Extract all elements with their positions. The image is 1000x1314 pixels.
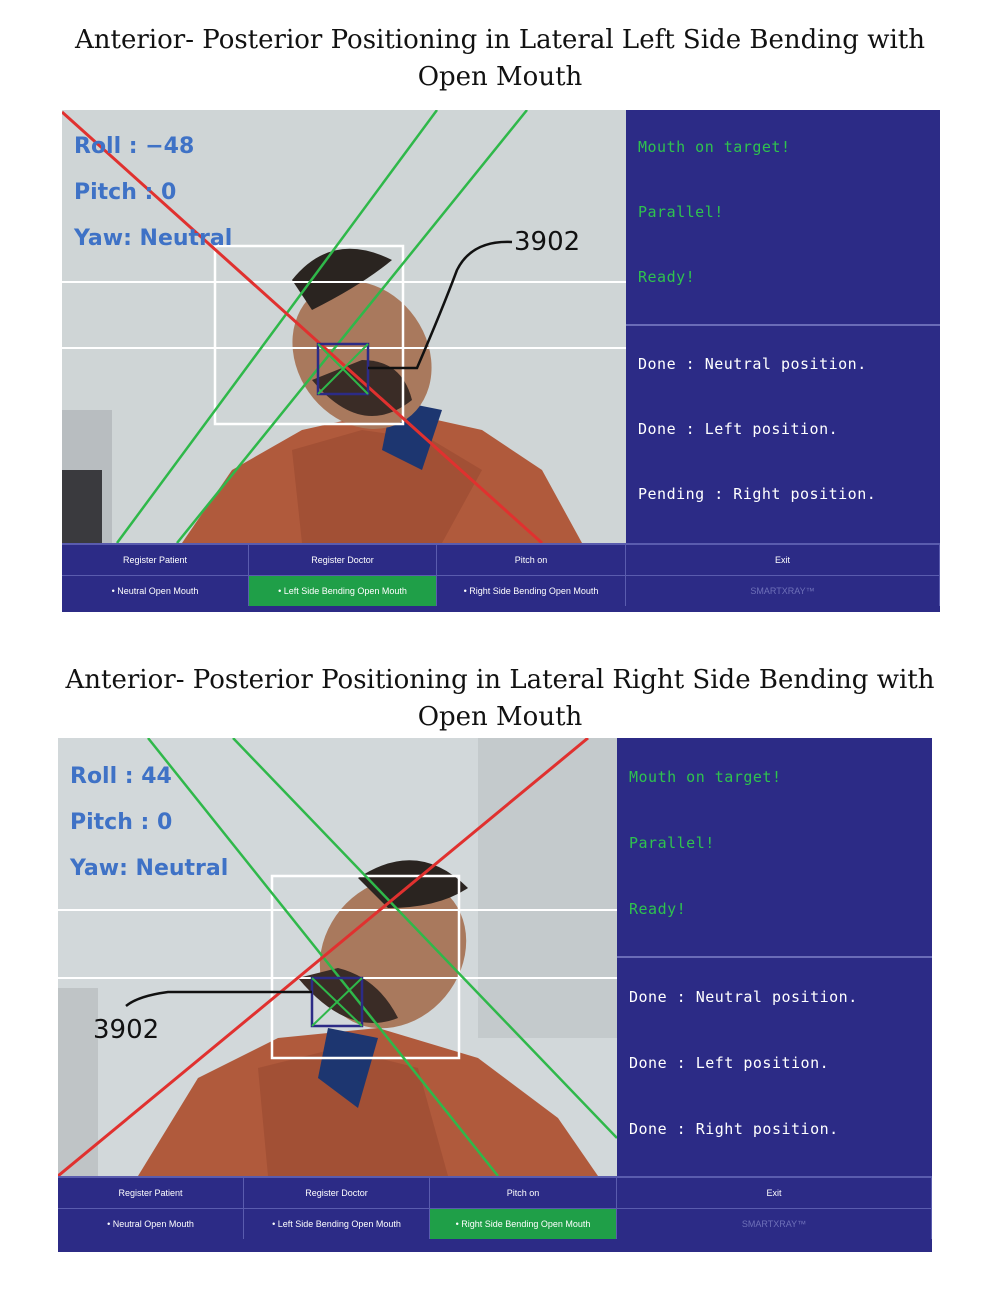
position-right-status: Done : Right position.: [629, 1120, 839, 1138]
caption-line: Open Mouth: [417, 702, 583, 732]
exit-button[interactable]: Exit: [617, 1178, 932, 1208]
register-patient-button[interactable]: Register Patient: [62, 545, 249, 575]
status-parallel: Parallel!: [629, 834, 715, 852]
roll-readout: Roll : −48: [74, 134, 195, 159]
register-doctor-button[interactable]: Register Doctor: [244, 1178, 430, 1208]
annotation-label: 3902: [93, 1015, 160, 1045]
position-left-status: Done : Left position.: [638, 420, 839, 438]
smartxray-brand-label: SMARTXRAY™: [626, 576, 940, 606]
status-mouth-on-target: Mouth on target!: [629, 768, 782, 786]
yaw-readout: Yaw: Neutral: [70, 856, 229, 881]
status-mouth-on-target: Mouth on target!: [638, 138, 791, 156]
button-bar: [58, 1176, 932, 1252]
roll-readout: Roll : 44: [70, 764, 172, 789]
camera-feed: [62, 110, 626, 543]
sidebar-divider: [617, 956, 932, 958]
position-neutral-status: Done : Neutral position.: [629, 988, 858, 1006]
neutral-open-mouth-button[interactable]: • Neutral Open Mouth: [58, 1209, 244, 1239]
left-side-bending-open-mouth-button[interactable]: • Left Side Bending Open Mouth: [249, 576, 437, 606]
pitch-readout: Pitch : 0: [70, 810, 173, 835]
camera-overlay: [58, 738, 617, 1176]
position-left-status: Done : Left position.: [629, 1054, 830, 1072]
register-doctor-button[interactable]: Register Doctor: [249, 545, 437, 575]
caption-line: Anterior- Posterior Positioning in Lateral Right Side Bending with: [65, 665, 935, 695]
right-side-bending-open-mouth-button[interactable]: • Right Side Bending Open Mouth: [430, 1209, 617, 1239]
status-ready: Ready!: [629, 900, 687, 918]
camera-feed: [58, 738, 617, 1176]
position-right-status: Pending : Right position.: [638, 485, 877, 503]
caption-line: Open Mouth: [417, 62, 583, 92]
status-sidebar: [626, 110, 940, 543]
pitch-on-button[interactable]: Pitch on: [430, 1178, 617, 1208]
status-parallel: Parallel!: [638, 203, 724, 221]
pitch-readout: Pitch : 0: [74, 180, 177, 205]
figure-caption-top: [0, 22, 1000, 96]
status-sidebar: [617, 738, 932, 1176]
positioning-app-window-right: [58, 738, 932, 1252]
smartxray-brand-label: SMARTXRAY™: [617, 1209, 932, 1239]
sidebar-divider: [626, 324, 940, 326]
camera-overlay: [62, 110, 626, 543]
neutral-open-mouth-button[interactable]: • Neutral Open Mouth: [62, 576, 249, 606]
right-side-bending-open-mouth-button[interactable]: • Right Side Bending Open Mouth: [437, 576, 626, 606]
figure-caption-bottom: [0, 662, 1000, 736]
status-ready: Ready!: [638, 268, 696, 286]
annotation-label: 3902: [514, 227, 581, 257]
pitch-on-button[interactable]: Pitch on: [437, 545, 626, 575]
yaw-readout: Yaw: Neutral: [74, 226, 233, 251]
position-neutral-status: Done : Neutral position.: [638, 355, 867, 373]
caption-line: Anterior- Posterior Positioning in Lateral Left Side Bending with: [75, 25, 925, 55]
positioning-app-window-left: [62, 110, 940, 612]
left-side-bending-open-mouth-button[interactable]: • Left Side Bending Open Mouth: [244, 1209, 430, 1239]
register-patient-button[interactable]: Register Patient: [58, 1178, 244, 1208]
button-bar: [62, 543, 940, 612]
exit-button[interactable]: Exit: [626, 545, 940, 575]
